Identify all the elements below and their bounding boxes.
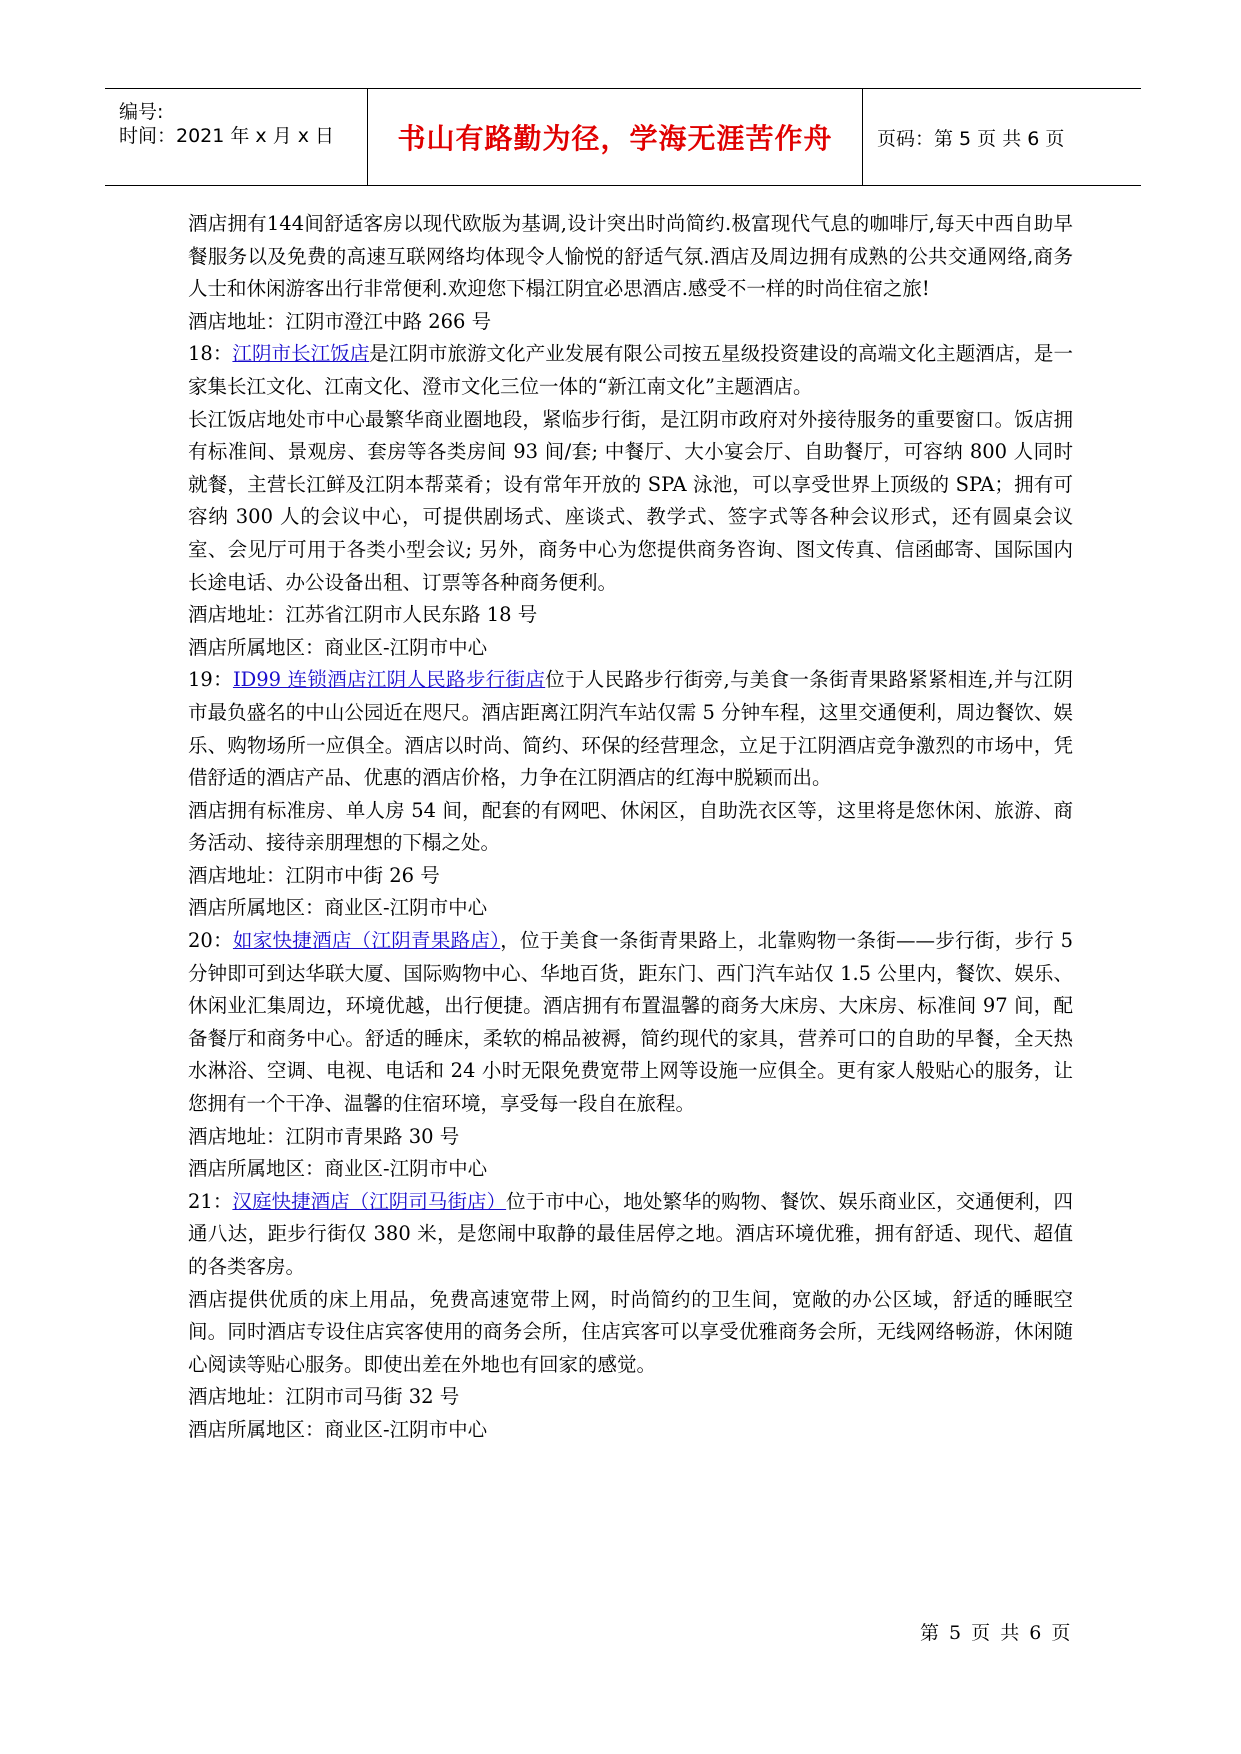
hotel-link-18[interactable]: 江阴市长江饭店 [232, 342, 370, 366]
entry-number: 20： [188, 929, 233, 953]
hotel-address: 酒店地址：江阴市青果路 30 号 [188, 1124, 460, 1148]
document-body [188, 208, 1073, 1447]
hotel-entry-18 [188, 338, 1073, 403]
page-footer: 第 5 页 共 6 页 [920, 1622, 1073, 1644]
hotel-address: 酒店地址：江苏省江阴市人民东路 18 号 [188, 603, 538, 627]
entry-number: 21： [188, 1189, 233, 1213]
motto-text: 书山有路勤为径，学海无涯苦作舟 [397, 122, 833, 155]
entry-text: 是江阴市旅游文化产业发展有限公司按五星级投资建设的高端文化主题酒店，是一家集长江文化、江南文化、澄市文化三位一体的“新江南文化”主题酒店。 [188, 342, 1073, 398]
hotel-link-19[interactable]: ID99 连锁酒店江阴人民路步行街店 [232, 668, 546, 692]
hotel-region: 酒店所属地区：商业区-江阴市中心 [188, 896, 488, 920]
hotel-link-20[interactable]: 如家快捷酒店（江阴青果路店） [232, 929, 501, 953]
hotel-link-21[interactable]: 汉庭快捷酒店（江阴司马街店） [232, 1189, 507, 1213]
entry-text: ，位于美食一条街青果路上，北靠购物一条街——步行街，步行 5 分钟即可到达华联大厦、国际购物中心、华地百货，距东门、西门汽车站仅 1.5 公里内，餐饮、娱乐、休闲业汇集周边，环境优越，出行便捷。酒店拥有布置温馨的商务大床房、大床房、标准间 97 间，配备餐厅和商务中心。舒适的睡床，柔软的棉品被褥，简约现代的家具，营养可口的自助的早餐，全天热水淋浴、空调、电视、电话和 24 小时无限免费宽带上网等设施一应俱全。更有家人般贴心的服务，让您拥有一个干净、温馨的住宿环境，享受每一段自在旅程。 [188, 929, 1073, 1116]
hotel-address: 酒店地址：江阴市澄江中路 266 号 [188, 309, 492, 333]
header-motto-cell [367, 89, 863, 185]
hotel-entry-20 [188, 925, 1073, 1121]
hotel-region: 酒店所属地区：商业区-江阴市中心 [188, 1157, 488, 1181]
hotel-address: 酒店地址：江阴市司马街 32 号 [188, 1385, 460, 1409]
paragraph: 酒店提供优质的床上用品，免费高速宽带上网，时尚简约的卫生间，宽敞的办公区域，舒适的睡眠空间。同时酒店专设住店宾客使用的商务会所，住店宾客可以享受优雅商务会所，无线网络畅游，休闲随心阅读等贴心服务。即使出差在外地也有回家的感觉。 [188, 1287, 1073, 1376]
entry-number: 18： [188, 342, 233, 366]
entry-number: 19： [188, 668, 233, 692]
hotel-address: 酒店地址：江阴市中街 26 号 [188, 863, 440, 887]
hotel-region: 酒店所属地区：商业区-江阴市中心 [188, 635, 488, 659]
entry-text: 位于市中心，地处繁华的购物、餐饮、娱乐商业区，交通便利，四通八达，距步行街仅 380 米，是您闹中取静的最佳居停之地。酒店环境优雅，拥有舒适、现代、超值的各类客房。 [188, 1189, 1073, 1278]
entry-text: 位于人民路步行街旁,与美食一条街青果路紧紧相连,并与江阴市最负盛名的中山公园近在咫尺。酒店距离江阴汽车站仅需 5 分钟车程，这里交通便利，周边餐饮、娱乐、购物场所一应俱全。酒店以时尚、简约、环保的经营理念，立足于江阴酒店竞争激烈的市场中，凭借舒适的酒店产品、优惠的酒店价格，力争在江阴酒店的红海中脱颖而出。 [188, 668, 1073, 790]
paragraph: 酒店拥有144间舒适客房以现代欧版为基调,设计突出时尚简约.极富现代气息的咖啡厅,每天中西自助早餐服务以及免费的高速互联网络均体现令人愉悦的舒适气氛.酒店及周边拥有成熟的公共交通网络,商务人士和休闲游客出行非常便利.欢迎您下榻江阴宜必思酒店.感受不一样的时尚住宿之旅! [188, 212, 1073, 301]
header-page-cell [863, 89, 1141, 185]
paragraph: 长江饭店地处市中心最繁华商业圈地段，紧临步行街，是江阴市政府对外接待服务的重要窗口。饭店拥有标准间、景观房、套房等各类房间 93 间/套; 中餐厅、大小宴会厅、自助餐厅，可容纳 800 人同时就餐，主营长江鲜及江阴本帮菜肴；设有常年开放的 SPA 泳池，可以享受世界上顶级的 SPA；拥有可容纳 300 人的会议中心，可提供剧场式、座谈式、教学式、签字式等各种会议形式，还有圆桌会议室、会见厅可用于各类小型会议; 另外，商务中心为您提供商务咨询、图文传真、信函邮寄、国际国内长途电话、办公设备出租、订票等各种商务便利。 [188, 407, 1073, 594]
hotel-entry-21 [188, 1186, 1073, 1284]
paragraph: 酒店拥有标准房、单人房 54 间，配套的有网吧、休闲区，自助洗衣区等，这里将是您休闲、旅游、商务活动、接待亲朋理想的下榻之处。 [188, 798, 1073, 855]
number-label: 编号: [119, 101, 164, 123]
page-header [105, 88, 1141, 186]
hotel-region: 酒店所属地区：商业区-江阴市中心 [188, 1417, 488, 1441]
hotel-entry-19 [188, 664, 1073, 794]
header-info-cell [105, 89, 367, 185]
time-label: 时间：2021 年 x 月 x 日 [119, 125, 335, 147]
page-number-label: 页码：第 5 页 共 6 页 [877, 127, 1065, 150]
